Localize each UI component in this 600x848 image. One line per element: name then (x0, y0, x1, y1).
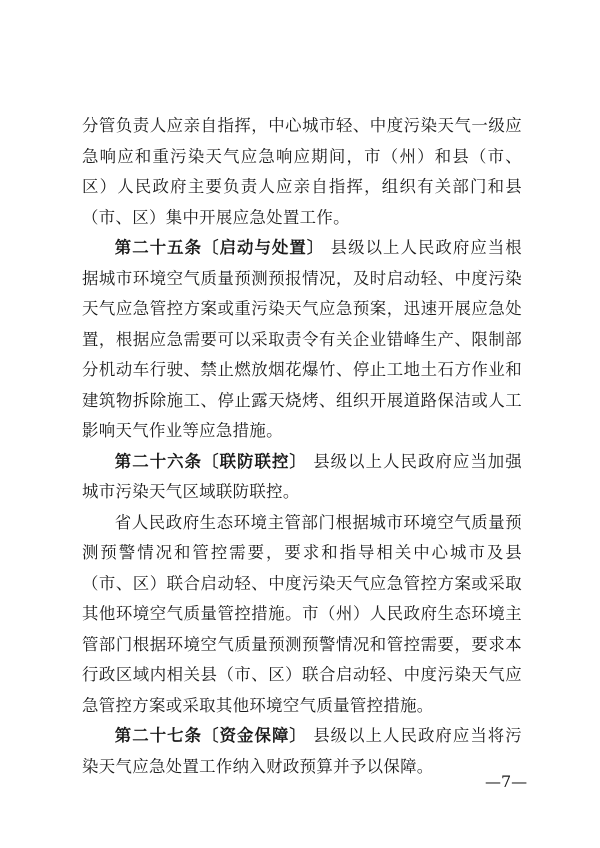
article-text: 县级以上人民政府应当加强城市污染天气区域联防联控。 (82, 451, 523, 501)
article-number: 第二十五条 (114, 238, 203, 257)
article-25 (82, 233, 522, 447)
article-26 (82, 447, 522, 508)
article-26-paragraph-2 (82, 508, 522, 722)
article-heading: 〔联防联控〕 (202, 451, 307, 471)
article-number: 第二十六条 (114, 451, 203, 471)
paragraph-text: 省人民政府生态环境主管部门根据城市环境空气质量预测预警情况和管控需要，要求和指导相关中心城市及县（市、区）联合启动轻、中度污染天气应急管控方案或采取其他环境空气质量管控措施。市（州）人民政府生态环境主管部门根据环境空气质量预测预警情况和管控需要，要求本行政区域内相关县（市、区）联合启动轻、中度污染天气应急管控方案或采取其他环境空气质量管控措施。 (82, 512, 522, 715)
page-number: —7— (485, 772, 528, 791)
article-heading: 〔资金保障〕 (202, 726, 307, 745)
paragraph-text: 分管负责人应亲自指挥，中心城市轻、中度污染天气一级应急响应和重污染天气应急响应期间，市（州）和县（市、区）人民政府主要负责人应亲自指挥，组织有关部门和县（市、区）集中开展应急处置工作。 (82, 116, 522, 227)
article-27 (82, 721, 522, 782)
article-number: 第二十七条 (114, 726, 203, 745)
article-text: 县级以上人民政府应当根据城市环境空气质量预测预报情况，及时启动轻、中度污染天气应急管控方案或重污染天气应急预案，迅速开展应急处置，根据应急需要可以采取责令有关企业错峰生产、限制部分机动车行驶、禁止燃放烟花爆竹、停止工地土石方作业和建筑物拆除施工、停止露天烧烤、组织开展道路保洁或人工影响天气作业等应急措施。 (82, 238, 523, 440)
document-body (82, 111, 522, 782)
article-heading: 〔启动与处置〕 (202, 238, 325, 257)
article-text: 县级以上人民政府应当将污染天气应急处置工作纳入财政预算并予以保障。 (82, 726, 523, 776)
paragraph-continuation (82, 111, 522, 233)
